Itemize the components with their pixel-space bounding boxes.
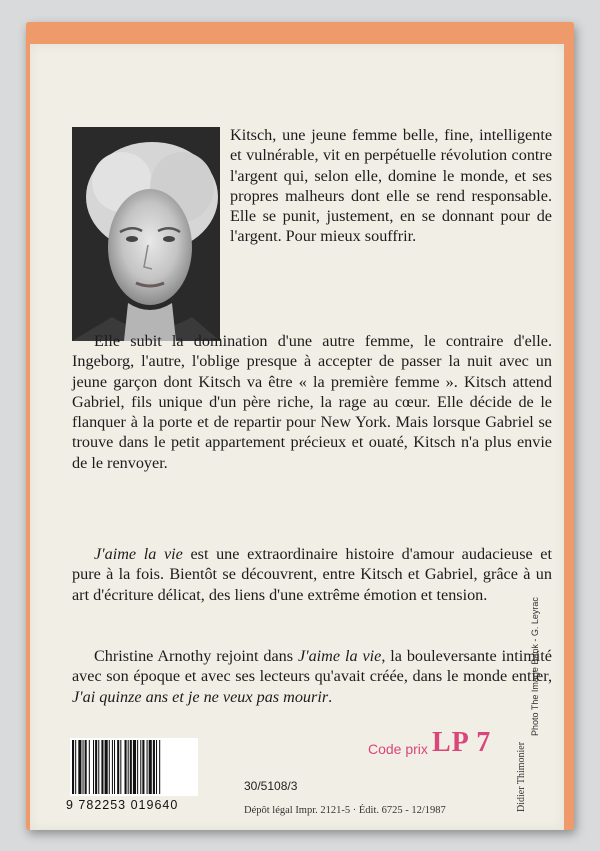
paragraph-text: Christine Arnothy rejoint dans xyxy=(94,647,298,665)
barcode xyxy=(70,738,198,796)
price-code-label: Code prix xyxy=(368,741,428,757)
catalog-reference: 30/5108/3 xyxy=(244,779,298,793)
blurb-paragraph-1: Kitsch, une jeune femme belle, fine, intelligente et vulnérable, vit en perpétuelle révolution contre l'argent qui, selon elle, domine le monde, et ses propres malheurs dont elle se rend responsable. Elle se punit, justement, en se donnant pour de l'argent. Pour mieux souffrir. xyxy=(230,126,552,246)
book-title: J'aime la vie xyxy=(297,647,382,665)
blurb-paragraph-4 xyxy=(72,646,552,707)
paragraph-text: est une extraordinaire histoire d'amour audacieuse et pure à la fois. Bientôt se découvrent, entre Kitsch et Gabriel, grâce à un art d'écriture délicat, des liens d'une extrême émotion et tension. xyxy=(72,545,552,604)
author-photo xyxy=(72,127,220,341)
paragraph-text: . xyxy=(328,687,333,706)
designer-credit: Didier Thimonier xyxy=(516,741,527,812)
price-code: LP 7 xyxy=(432,727,492,758)
legal-deposit: Dépôt légal Impr. 2121-5 · Édit. 6725 - 12/1987 xyxy=(244,805,446,816)
photo-credit: Photo The Image Bank - G. Leyrac xyxy=(530,597,540,736)
blurb-paragraph-2: Elle subit la domination d'une autre femme, le contraire d'elle. Ingeborg, l'autre, l'oblige presque à accepter de passer la nuit avec un jeune garçon dont Kitsch va être « la première femme ». Kitsch attend Gabriel, fils unique d'un père riche, la rage au cœur. Elle décide de le flanquer à la porte et de repartir pour New York. Mais lorsque Gabriel se trouve dans le petit appartement précieux et ouaté, Kitsch n'a plus envie de le renvoyer. xyxy=(72,332,552,472)
barcode-number: 9 782253 019640 xyxy=(66,798,179,812)
other-book-title: J'ai quinze ans et je ne veux pas mourir xyxy=(72,687,329,706)
paragraph-text: , la bouleversante intimité avec son époque et avec ses lecteurs qu'avait créée, dans le monde entier, xyxy=(72,647,552,686)
book-title: J'aime la vie xyxy=(94,545,183,563)
blurb-paragraph-3 xyxy=(72,544,552,605)
